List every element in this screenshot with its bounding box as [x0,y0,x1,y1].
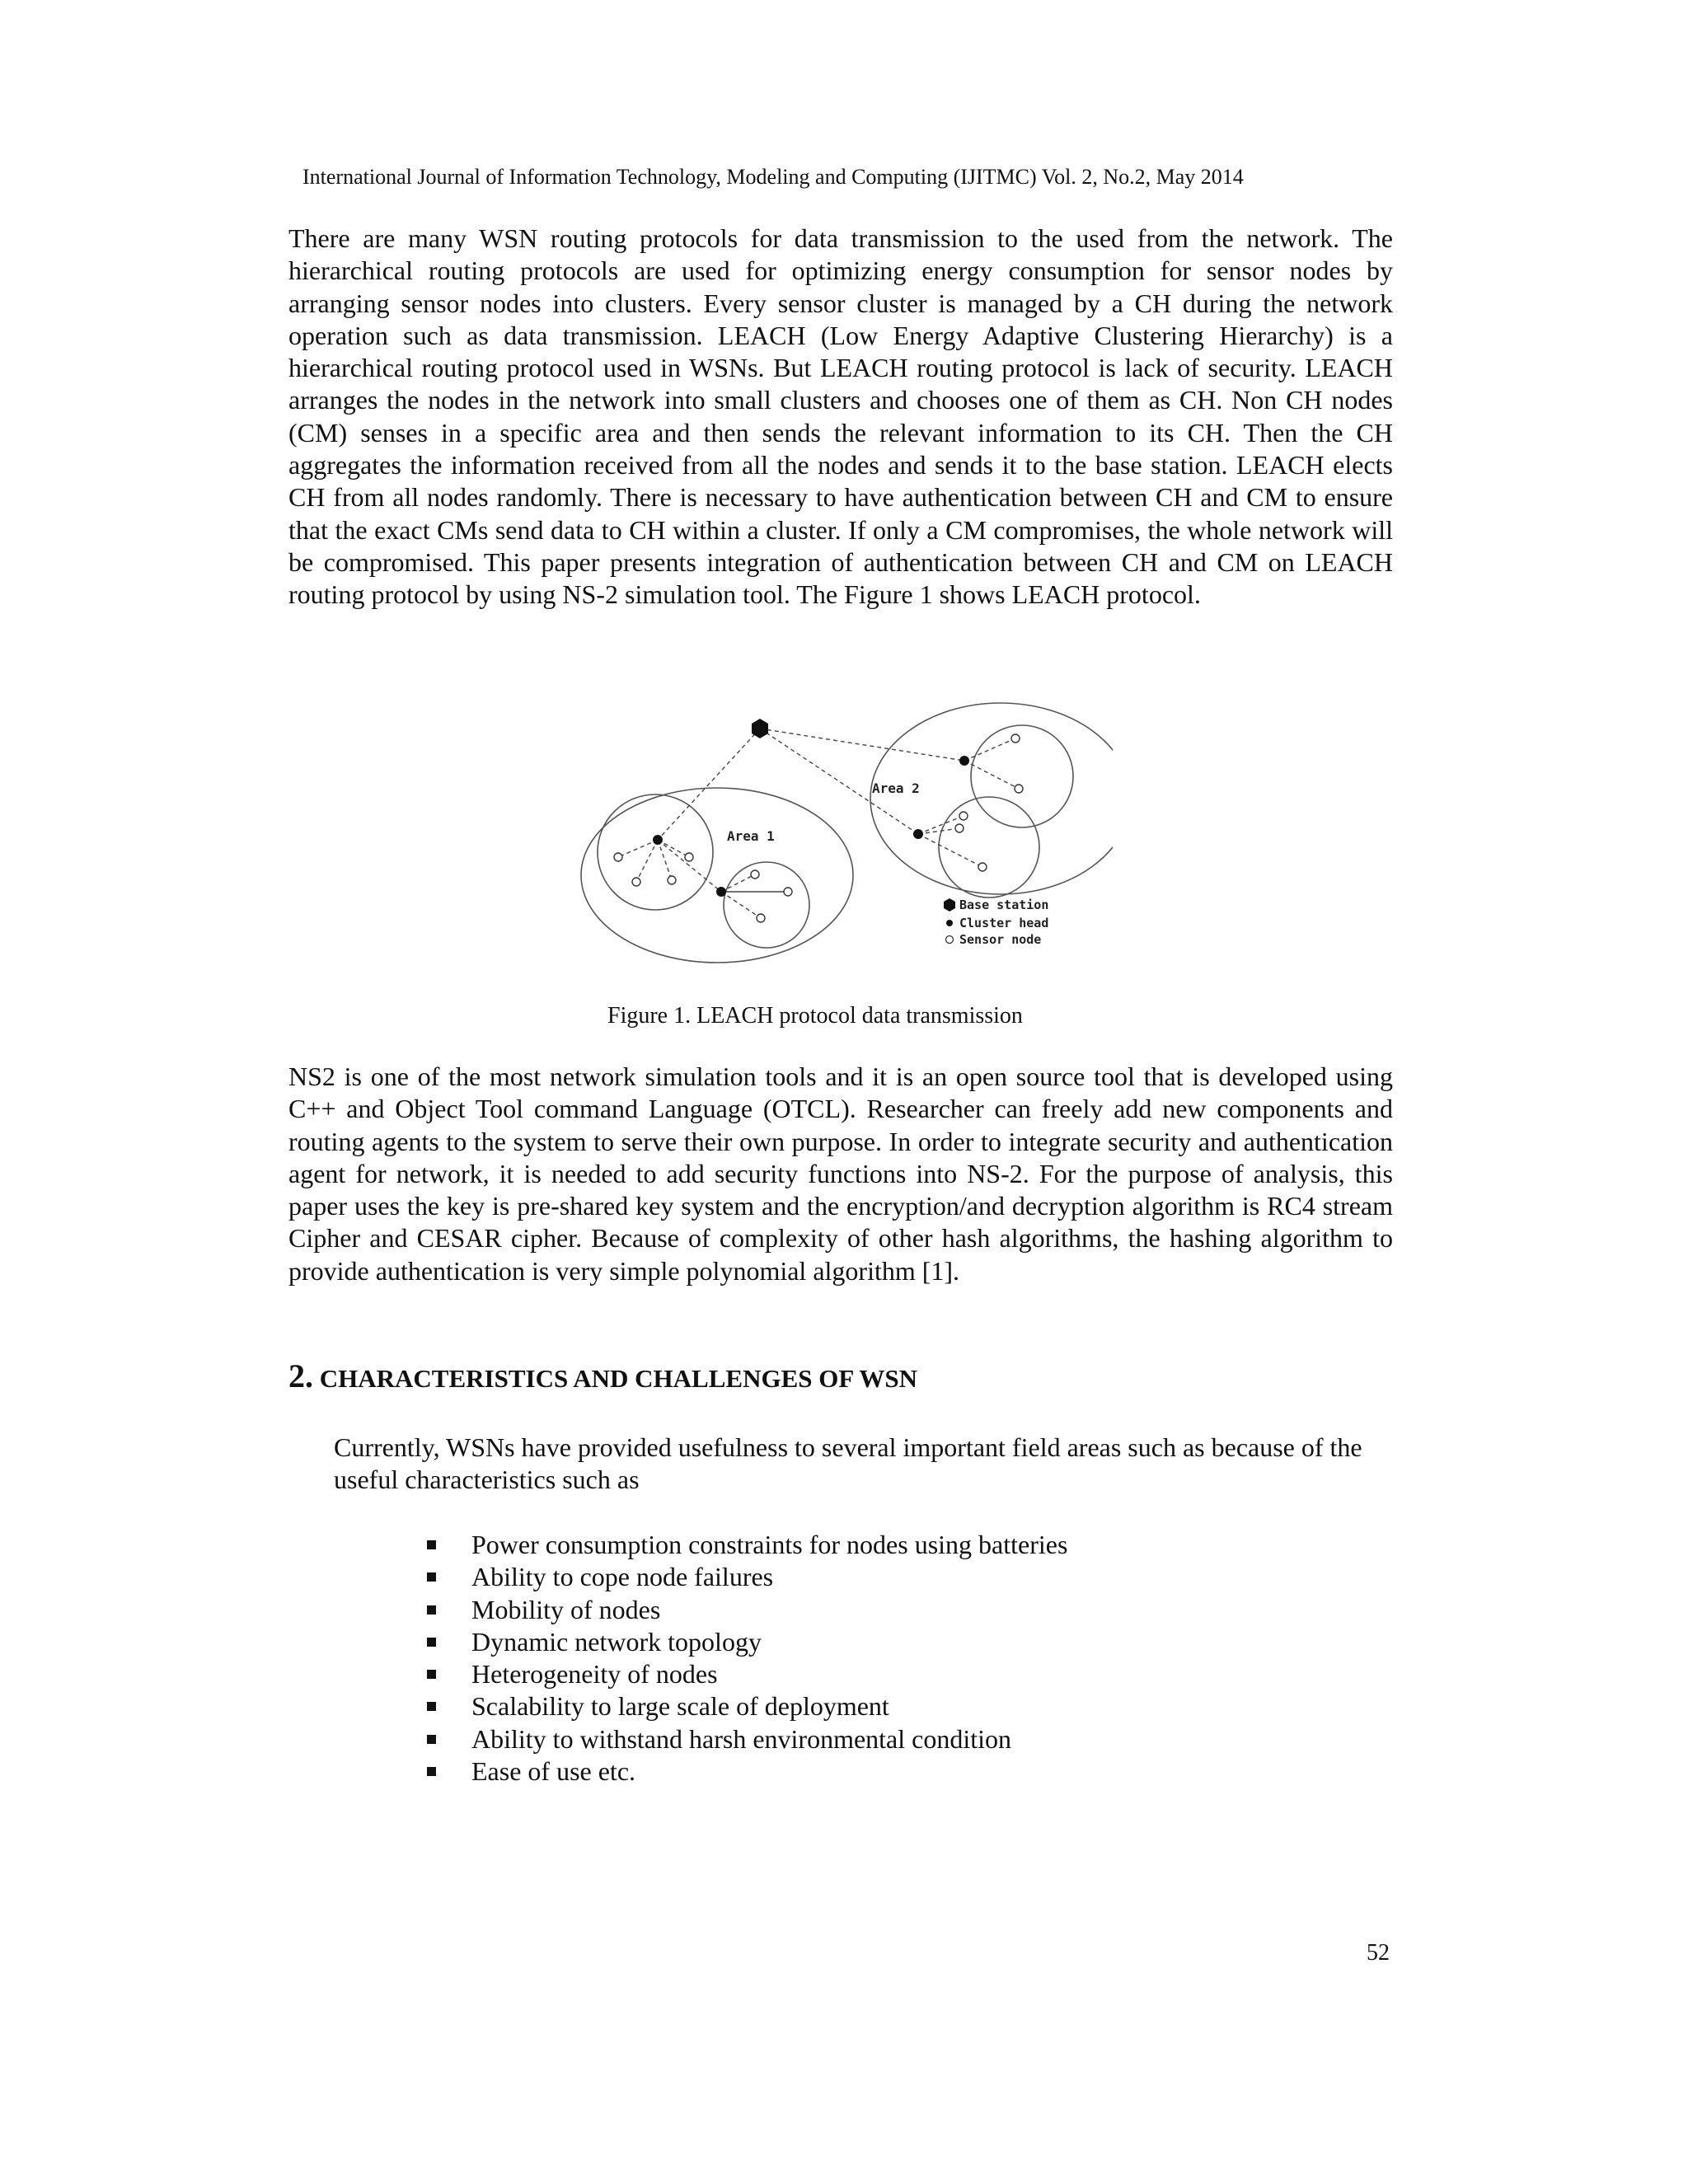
list-item [427,1658,1067,1690]
legend-sensor-node-label: Sensor node [959,932,1042,947]
legend-sensor-node-icon [946,936,954,944]
area-1-label: Area 1 [727,828,775,844]
sensor-node [668,876,676,884]
bullet-square-icon [427,1767,436,1776]
figure-leach-diagram [569,702,1113,966]
sensor-node [959,812,968,820]
area-2-boundary [870,703,1113,894]
list-item-text: Ability to cope node failures [471,1562,774,1592]
list-item [427,1723,1067,1755]
sensor-node [757,914,765,922]
list-item-text: Ease of use etc. [471,1756,636,1787]
bullet-square-icon [427,1605,436,1615]
list-item-text: Power consumption constraints for nodes using batteries [471,1530,1068,1559]
section-number: 2. [288,1357,313,1394]
area-2-cluster-top [971,725,1073,827]
sensor-node [632,878,640,886]
paragraph-leach-intro: There are many WSN routing protocols for data transmission to the used from the network. The hierarchical routing protocols are used for optimizing energy consumption for sensor nodes by arranging sensor nodes into clusters. Every sensor cluster is managed by a CH during the network operation such as data transmission. LEACH (Low Energy Adaptive Clustering Hierarchy) is a hierarchical routing protocol used in WSNs. But LEACH routing protocol is lack of security. LEACH arranges the nodes in the network into small clusters and chooses one of them as CH. Non CH nodes (CM) senses in a specific area and then sends the relevant information to its CH. Then the CH aggregates the information received from all the nodes and sends it to the base station. LEACH elects CH from all nodes randomly. There is necessary to have authentication between CH and CM to ensure that the exact CMs send data to CH within a cluster. If only a CM compromises, the whole network will be compromised. This paper presents integration of authentication between CH and CM on LEACH routing protocol by using NS-2 simulation tool. The Figure 1 shows LEACH protocol. [288,223,1393,610]
bullet-square-icon [427,1670,436,1679]
cluster-head-node [653,835,663,845]
link-bs-ch1 [658,729,760,840]
list-item-text: Mobility of nodes [471,1594,661,1624]
area-1-cluster-right [724,862,809,948]
section-intro: Currently, WSNs have provided usefulness to several important field areas such as because of the useful characteristics such as [334,1432,1362,1494]
bullet-square-icon [427,1572,436,1582]
bullet-square-icon [427,1735,436,1744]
link-bs-ch2 [760,729,964,761]
list-item-text: Ability to withstand harsh environmental condition [471,1723,1012,1754]
sensor-node [955,824,964,832]
list-item [427,1690,1067,1722]
leach-network-diagram [569,702,1113,966]
list-item [427,1626,1067,1658]
running-header: International Journal of Information Technology, Modeling and Computing (IJITMC) Vol. 2, No.2, May 2014 [302,165,1244,189]
sensor-node [614,853,622,861]
bullet-square-icon [427,1540,436,1549]
figure-caption: Figure 1. LEACH protocol data transmission [607,1003,1023,1029]
area-2-cluster-bottom [939,797,1039,898]
sensor-node [784,888,792,896]
area-1-cluster-left [598,794,713,910]
list-item-text: Scalability to large scale of deployment [471,1691,889,1722]
legend-cluster-head-icon [946,920,953,926]
legend-base-station-label: Base station [959,898,1049,912]
section-heading [288,1358,917,1397]
bullet-square-icon [427,1638,436,1647]
legend-cluster-head-label: Cluster head [959,916,1049,930]
cluster-head-node [913,829,923,839]
sensor-node [978,863,987,871]
legend-base-station-icon [944,898,955,912]
list-item-text: Heterogeneity of nodes [471,1659,718,1690]
list-item [427,1561,1067,1593]
characteristics-list [427,1529,1067,1788]
list-item [427,1755,1067,1788]
paragraph-ns2: NS2 is one of the most network simulation tools and it is an open source tool that is developed using C++ and Object Tool command Language (OTCL). Researcher can freely add new components and routing agents to the system to serve their own purpose. In order to integrate security and authentication agent for network, it is needed to add security functions into NS-2. For the purpose of analysis, this paper uses the key is pre-shared key system and the encryption/and decryption algorithm is RC4 stream Cipher and CESAR cipher. Because of complexity of other hash algorithms, the hashing algorithm to provide authentication is very simple polynomial algorithm [1]. [288,1062,1393,1286]
cluster-head-node [959,756,969,766]
cluster-head-node [716,887,726,897]
area-1-boundary [581,788,853,963]
section-title: CHARACTERISTICS AND CHALLENGES OF WSN [319,1364,917,1393]
list-item [427,1529,1067,1561]
list-item-text: Dynamic network topology [471,1626,762,1657]
list-item [427,1594,1067,1626]
area-2-label: Area 2 [872,780,920,796]
bullet-square-icon [427,1702,436,1711]
cluster-heads [653,756,969,897]
sensor-node [1011,734,1020,743]
page-number: 52 [1367,1940,1390,1966]
sensor-node [1015,785,1023,793]
sensor-node [685,853,693,861]
sensor-node [751,870,759,879]
